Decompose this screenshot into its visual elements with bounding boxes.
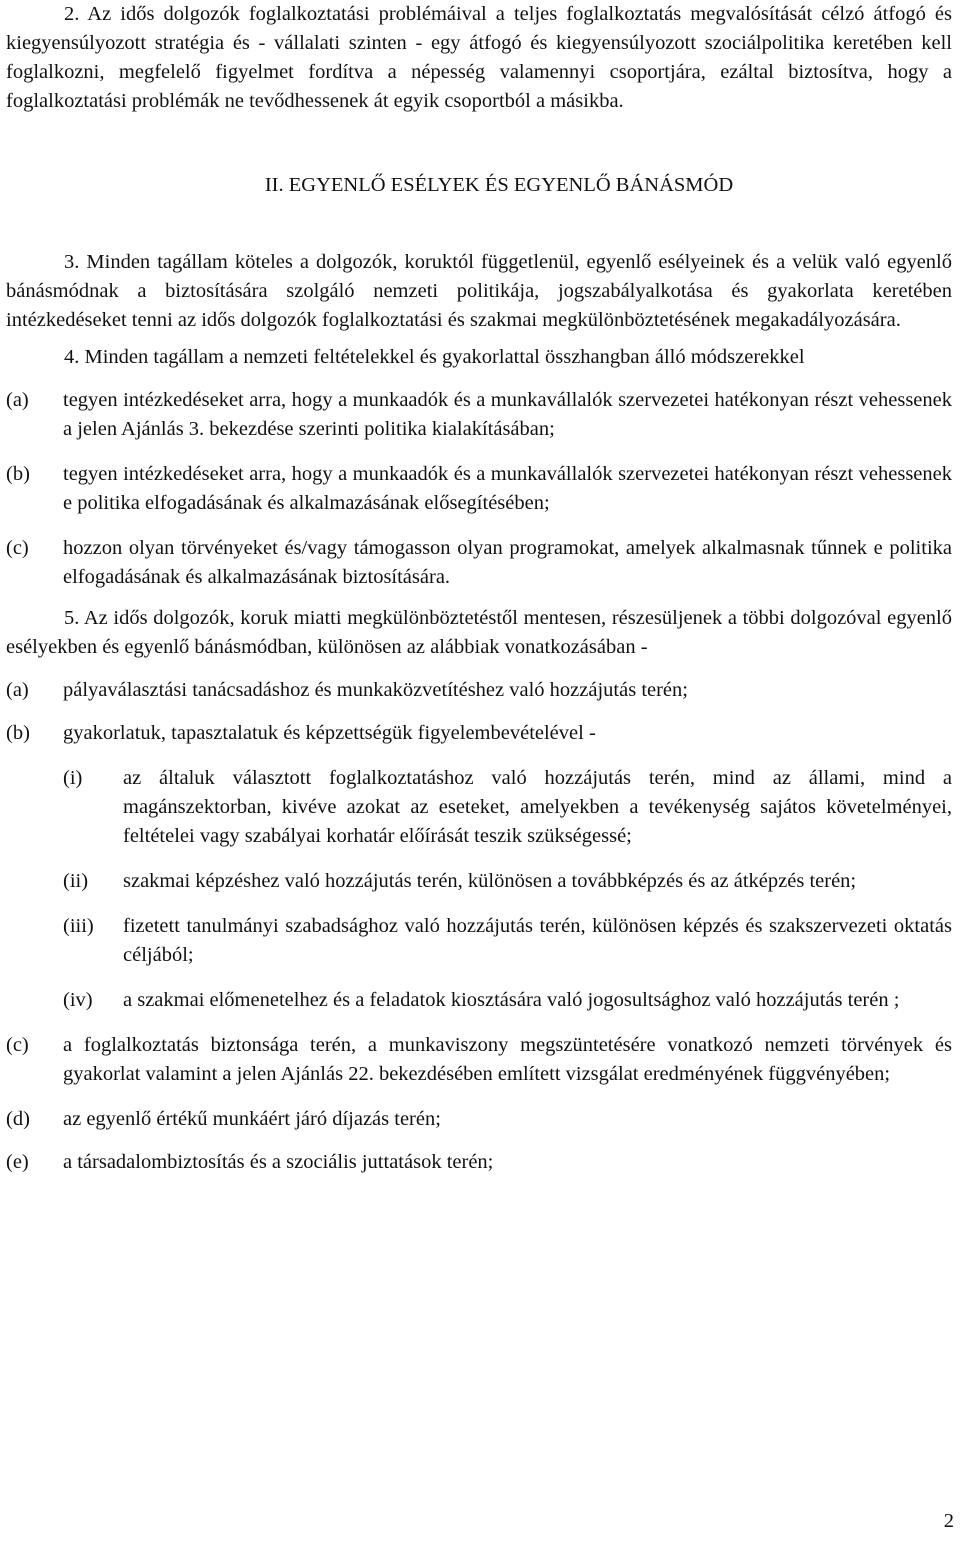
sub-list-item-label: (i) xyxy=(63,767,83,789)
list-item-label: (b) xyxy=(6,463,30,485)
list-item-text: a foglalkoztatás biztonsága terén, a munkaviszony megszüntetésére vonatkozó nemzeti törvények és gyakorlat valamint a jelen Ajánlás 22. bekezdésében említett vizsgálat eredményének függvényében; xyxy=(63,1034,952,1085)
sub-list-item-text: az általuk választott foglalkoztatáshoz való hozzájutás terén, mind az állami, mind a magánszektorban, kivéve azokat az eseteket, amelyekben a tevékenység sajátos követelményei, feltételei vagy szabályai korhatár előírását teszik szükségessé; xyxy=(123,767,952,847)
list-item xyxy=(6,676,952,705)
list-item-label: (d) xyxy=(6,1108,30,1130)
paragraph-4: 4. Minden tagállam a nemzeti feltételekkel és gyakorlattal összhangban álló módszerekkel xyxy=(64,346,805,368)
list-item xyxy=(6,1031,952,1089)
list-item xyxy=(6,460,952,518)
list-item xyxy=(6,1105,952,1134)
sub-list-item-label: (iv) xyxy=(63,989,93,1011)
list-item-label: (a) xyxy=(6,389,29,411)
list-item-label: (e) xyxy=(6,1151,29,1173)
sub-list-item-text: szakmai képzéshez való hozzájutás terén, különösen a továbbképzés és az átképzés terén; xyxy=(123,870,857,892)
list-item xyxy=(6,719,952,748)
list-item-text: hozzon olyan törvényeket és/vagy támogasson olyan programokat, amelyek alkalmasnak tűnnek e politika elfogadásának és alkalmazásának biztosítására. xyxy=(63,537,952,588)
list-item xyxy=(6,386,952,444)
list-item xyxy=(6,1148,952,1177)
list-item-label: (a) xyxy=(6,679,29,701)
list-item-text: a társadalombiztosítás és a szociális juttatások terén; xyxy=(63,1151,494,1173)
list-item-text: gyakorlatuk, tapasztalatuk és képzettségük figyelembevételével - xyxy=(63,722,596,744)
list-item-label: (c) xyxy=(6,1034,29,1056)
list-item xyxy=(6,534,952,592)
sub-list-item xyxy=(63,912,952,970)
section-heading: II. EGYENLŐ ESÉLYEK ÉS EGYENLŐ BÁNÁSMÓD xyxy=(264,174,734,196)
sub-list-item-text: fizetett tanulmányi szabadsághoz való hozzájutás terén, különösen képzés és szakszervezeti oktatás céljából; xyxy=(123,915,952,966)
list-item-text: tegyen intézkedéseket arra, hogy a munkaadók és a munkavállalók szervezetei hatékonyan részt vehessenek e politika elfogadásának és alkalmazásának elősegítésében; xyxy=(63,463,952,514)
sub-list-item-label: (ii) xyxy=(63,870,89,892)
page-number: 2 xyxy=(943,1510,954,1532)
sub-list-item xyxy=(63,867,952,896)
list-item-label: (b) xyxy=(6,722,30,744)
list-item-text: pályaválasztási tanácsadáshoz és munkaközvetítéshez való hozzájutás terén; xyxy=(63,679,688,701)
sub-list-item xyxy=(63,764,952,851)
list-item-text: tegyen intézkedéseket arra, hogy a munkaadók és a munkavállalók szervezetei hatékonyan részt vehessenek a jelen Ajánlás 3. bekezdése szerinti politika kialakításában; xyxy=(63,389,952,440)
paragraph-5: 5. Az idős dolgozók, koruk miatti megkülönböztetéstől mentesen, részesüljenek a többi dolgozóval egyenlő esélyekben és egyenlő bánásmódban, különösen az alábbiak vonatkozásában - xyxy=(6,607,952,658)
sub-list-item-text: a szakmai előmenetelhez és a feladatok kiosztására való jogosultsághoz való hozzájutás terén ; xyxy=(123,989,900,1011)
list-item-text: az egyenlő értékű munkáért járó díjazás terén; xyxy=(63,1108,441,1130)
paragraph-3: 3. Minden tagállam köteles a dolgozók, koruktól függetlenül, egyenlő esélyeinek és a velük való egyenlő bánásmódnak a biztosítására szolgáló nemzeti politikája, jogszabályalkotása és gyakorlata keretében intézkedéseket tenni az idős dolgozók foglalkoztatási és szakmai megkülönböztetésének megakadályozására. xyxy=(6,251,952,331)
document-page xyxy=(6,0,952,1177)
list-item-label: (c) xyxy=(6,537,29,559)
sub-list-item-label: (iii) xyxy=(63,915,94,937)
paragraph-2: 2. Az idős dolgozók foglalkoztatási problémáival a teljes foglalkoztatás megvalósítását célzó átfogó és kiegyensúlyozott stratégia és - vállalati szinten - egy átfogó és kiegyensúlyozott szociálpolitika keretében kell foglalkozni, megfelelő figyelmet fordítva a népesség valamennyi csoportjára, ezáltal biztosítva, hogy a foglalkoztatási problémák ne tevődhessenek át egyik csoportból a másikba. xyxy=(6,3,952,112)
sub-list-item xyxy=(63,986,952,1015)
